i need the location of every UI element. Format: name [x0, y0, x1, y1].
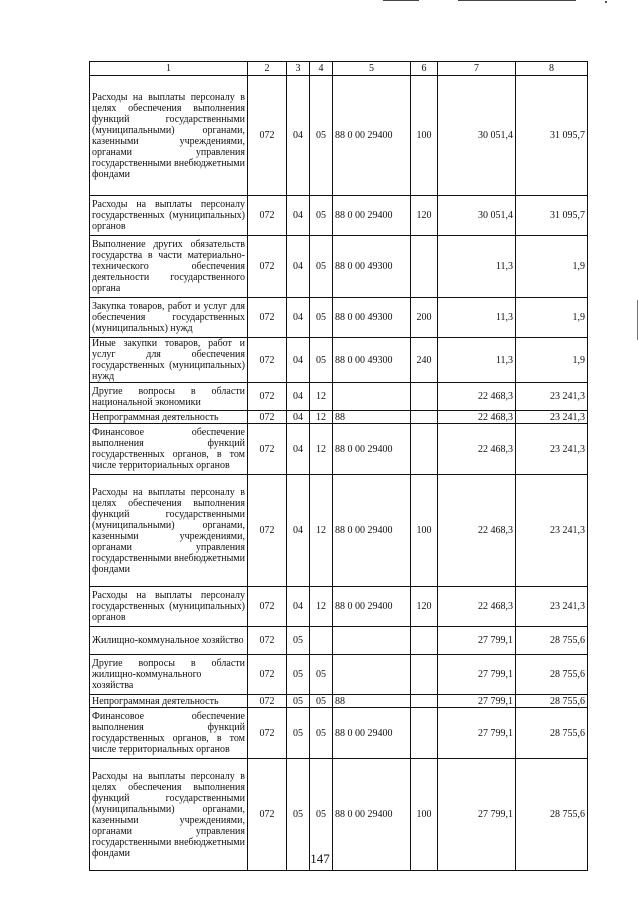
- section-code: 04: [287, 587, 310, 627]
- table-row: [90, 587, 588, 627]
- amount-year-2: 28 755,6: [516, 695, 588, 708]
- section-code: 04: [287, 298, 310, 338]
- row-description: Другие вопросы в области жилищно-коммунального хозяйства: [90, 655, 248, 695]
- target-article-code: 88 0 00 29400: [333, 708, 411, 759]
- amount-year-2: 31 095,7: [516, 196, 588, 236]
- expense-type-code: 120: [411, 196, 438, 236]
- ministry-code: 072: [248, 338, 287, 383]
- header-cell: 4: [310, 62, 333, 76]
- table-row: [90, 424, 588, 475]
- amount-year-2: 28 755,6: [516, 627, 588, 655]
- row-description: Расходы на выплаты персоналу в целях обеспечения выполнения функций государственными (муниципальными) органами, казенными учреждениями, органами управления государственными внебюджетными фондами: [90, 76, 248, 196]
- ministry-code: 072: [248, 76, 287, 196]
- table-row: [90, 76, 588, 196]
- expense-type-code: 240: [411, 338, 438, 383]
- scan-artifact-line: [383, 0, 419, 1]
- expense-type-code: 120: [411, 587, 438, 627]
- amount-year-1: 27 799,1: [438, 708, 516, 759]
- row-description: Расходы на выплаты персоналу в целях обеспечения выполнения функций государственными (муниципальными) органами, казенными учреждениями, органами управления государственными внебюджетными фондами: [90, 475, 248, 587]
- ministry-code: 072: [248, 196, 287, 236]
- header-cell: 5: [333, 62, 411, 76]
- ministry-code: 072: [248, 587, 287, 627]
- amount-year-1: 27 799,1: [438, 627, 516, 655]
- target-article-code: 88 0 00 29400: [333, 475, 411, 587]
- amount-year-2: 1,9: [516, 338, 588, 383]
- section-code: 05: [287, 708, 310, 759]
- row-description: Финансовое обеспечение выполнения функций государственных органов, в том числе территориальных органов: [90, 424, 248, 475]
- table-header-row: [90, 62, 588, 76]
- ministry-code: 072: [248, 298, 287, 338]
- expense-type-code: 100: [411, 475, 438, 587]
- expense-type-code: 100: [411, 76, 438, 196]
- section-code: 05: [287, 759, 310, 871]
- expense-type-code: [411, 695, 438, 708]
- subsection-code: [310, 627, 333, 655]
- target-article-code: 88 0 00 29400: [333, 196, 411, 236]
- section-code: 05: [287, 655, 310, 695]
- target-article-code: 88 0 00 49300: [333, 338, 411, 383]
- amount-year-1: 22 468,3: [438, 475, 516, 587]
- expense-type-code: [411, 627, 438, 655]
- ministry-code: 072: [248, 655, 287, 695]
- ministry-code: 072: [248, 759, 287, 871]
- scan-artifact-dot: [605, 1, 607, 3]
- subsection-code: 12: [310, 383, 333, 411]
- expense-type-code: [411, 424, 438, 475]
- row-description: Финансовое обеспечение выполнения функций государственных органов, в том числе территориальных органов: [90, 708, 248, 759]
- ministry-code: 072: [248, 424, 287, 475]
- row-description: Выполнение других обязательств государства в части материально-технического обеспечения деятельности государственного органа: [90, 236, 248, 298]
- expense-type-code: [411, 236, 438, 298]
- subsection-code: 05: [310, 338, 333, 383]
- ministry-code: 072: [248, 411, 287, 424]
- target-article-code: 88 0 00 29400: [333, 76, 411, 196]
- table-row: [90, 655, 588, 695]
- amount-year-1: 22 468,3: [438, 424, 516, 475]
- row-description: Непрограммная деятельность: [90, 411, 248, 424]
- amount-year-2: 31 095,7: [516, 76, 588, 196]
- amount-year-2: 28 755,6: [516, 655, 588, 695]
- page-number: 147: [310, 851, 330, 866]
- expense-type-code: 100: [411, 759, 438, 871]
- row-description: Иные закупки товаров, работ и услуг для обеспечения государственных (муниципальных) нужд: [90, 338, 248, 383]
- budget-table: [89, 61, 588, 871]
- target-article-code: [333, 627, 411, 655]
- expense-type-code: [411, 655, 438, 695]
- table-row: [90, 411, 588, 424]
- subsection-code: 12: [310, 411, 333, 424]
- header-cell: 1: [90, 62, 248, 76]
- section-code: 04: [287, 475, 310, 587]
- row-description: Непрограммная деятельность: [90, 695, 248, 708]
- table-row: [90, 475, 588, 587]
- ministry-code: 072: [248, 708, 287, 759]
- table-row: [90, 708, 588, 759]
- expense-type-code: [411, 383, 438, 411]
- target-article-code: 88 0 00 29400: [333, 424, 411, 475]
- target-article-code: 88 0 00 29400: [333, 587, 411, 627]
- subsection-code: 05: [310, 196, 333, 236]
- subsection-code: 12: [310, 475, 333, 587]
- amount-year-2: 23 241,3: [516, 411, 588, 424]
- row-description: Расходы на выплаты персоналу в целях обеспечения выполнения функций государственными (муниципальными) органами, казенными учреждениями, органами управления государственными внебюджетными фондами: [90, 759, 248, 871]
- subsection-code: 05: [310, 298, 333, 338]
- header-cell: 8: [516, 62, 588, 76]
- section-code: 05: [287, 695, 310, 708]
- ministry-code: 072: [248, 383, 287, 411]
- header-cell: 6: [411, 62, 438, 76]
- amount-year-1: 22 468,3: [438, 587, 516, 627]
- subsection-code: 05: [310, 695, 333, 708]
- table-row: [90, 338, 588, 383]
- subsection-code: 05: [310, 236, 333, 298]
- ministry-code: 072: [248, 627, 287, 655]
- section-code: 04: [287, 411, 310, 424]
- row-description: Жилищно-коммунальное хозяйство: [90, 627, 248, 655]
- amount-year-1: 30 051,4: [438, 196, 516, 236]
- section-code: 04: [287, 196, 310, 236]
- row-description: Расходы на выплаты персоналу государственных (муниципальных) органов: [90, 196, 248, 236]
- scan-artifact-line: [458, 0, 576, 1]
- amount-year-2: 1,9: [516, 236, 588, 298]
- header-cell: 3: [287, 62, 310, 76]
- amount-year-1: 27 799,1: [438, 655, 516, 695]
- section-code: 04: [287, 76, 310, 196]
- expense-type-code: 200: [411, 298, 438, 338]
- amount-year-2: 23 241,3: [516, 383, 588, 411]
- expense-type-code: [411, 708, 438, 759]
- amount-year-1: 22 468,3: [438, 383, 516, 411]
- subsection-code: 12: [310, 587, 333, 627]
- table-row: [90, 383, 588, 411]
- amount-year-1: 30 051,4: [438, 76, 516, 196]
- subsection-code: 12: [310, 424, 333, 475]
- ministry-code: 072: [248, 695, 287, 708]
- row-description: Другие вопросы в области национальной экономики: [90, 383, 248, 411]
- header-cell: 7: [438, 62, 516, 76]
- section-code: 04: [287, 338, 310, 383]
- target-article-code: 88 0 00 29400: [333, 759, 411, 871]
- row-description: Закупка товаров, работ и услуг для обеспечения государственных (муниципальных) нужд: [90, 298, 248, 338]
- amount-year-1: 11,3: [438, 338, 516, 383]
- amount-year-1: 11,3: [438, 298, 516, 338]
- table-row: [90, 236, 588, 298]
- amount-year-2: 23 241,3: [516, 587, 588, 627]
- subsection-code: 05: [310, 759, 333, 871]
- section-code: 04: [287, 383, 310, 411]
- target-article-code: 88 0 00 49300: [333, 236, 411, 298]
- amount-year-1: 27 799,1: [438, 695, 516, 708]
- amount-year-1: 11,3: [438, 236, 516, 298]
- subsection-code: 05: [310, 76, 333, 196]
- row-description: Расходы на выплаты персоналу государственных (муниципальных) органов: [90, 587, 248, 627]
- section-code: 04: [287, 424, 310, 475]
- amount-year-2: 23 241,3: [516, 475, 588, 587]
- subsection-code: 05: [310, 708, 333, 759]
- amount-year-2: 1,9: [516, 298, 588, 338]
- target-article-code: 88: [333, 695, 411, 708]
- table-row: [90, 695, 588, 708]
- table-row: [90, 298, 588, 338]
- ministry-code: 072: [248, 236, 287, 298]
- amount-year-1: 22 468,3: [438, 411, 516, 424]
- table-row: [90, 196, 588, 236]
- target-article-code: 88: [333, 411, 411, 424]
- header-cell: 2: [248, 62, 287, 76]
- target-article-code: 88 0 00 49300: [333, 298, 411, 338]
- table-row: [90, 627, 588, 655]
- section-code: 04: [287, 236, 310, 298]
- scan-artifact-edge: [637, 300, 638, 340]
- amount-year-1: 27 799,1: [438, 759, 516, 871]
- subsection-code: 05: [310, 655, 333, 695]
- ministry-code: 072: [248, 475, 287, 587]
- amount-year-2: 28 755,6: [516, 708, 588, 759]
- target-article-code: [333, 655, 411, 695]
- expense-type-code: [411, 411, 438, 424]
- amount-year-2: 28 755,6: [516, 759, 588, 871]
- target-article-code: [333, 383, 411, 411]
- amount-year-2: 23 241,3: [516, 424, 588, 475]
- section-code: 05: [287, 627, 310, 655]
- table-body: [90, 76, 588, 871]
